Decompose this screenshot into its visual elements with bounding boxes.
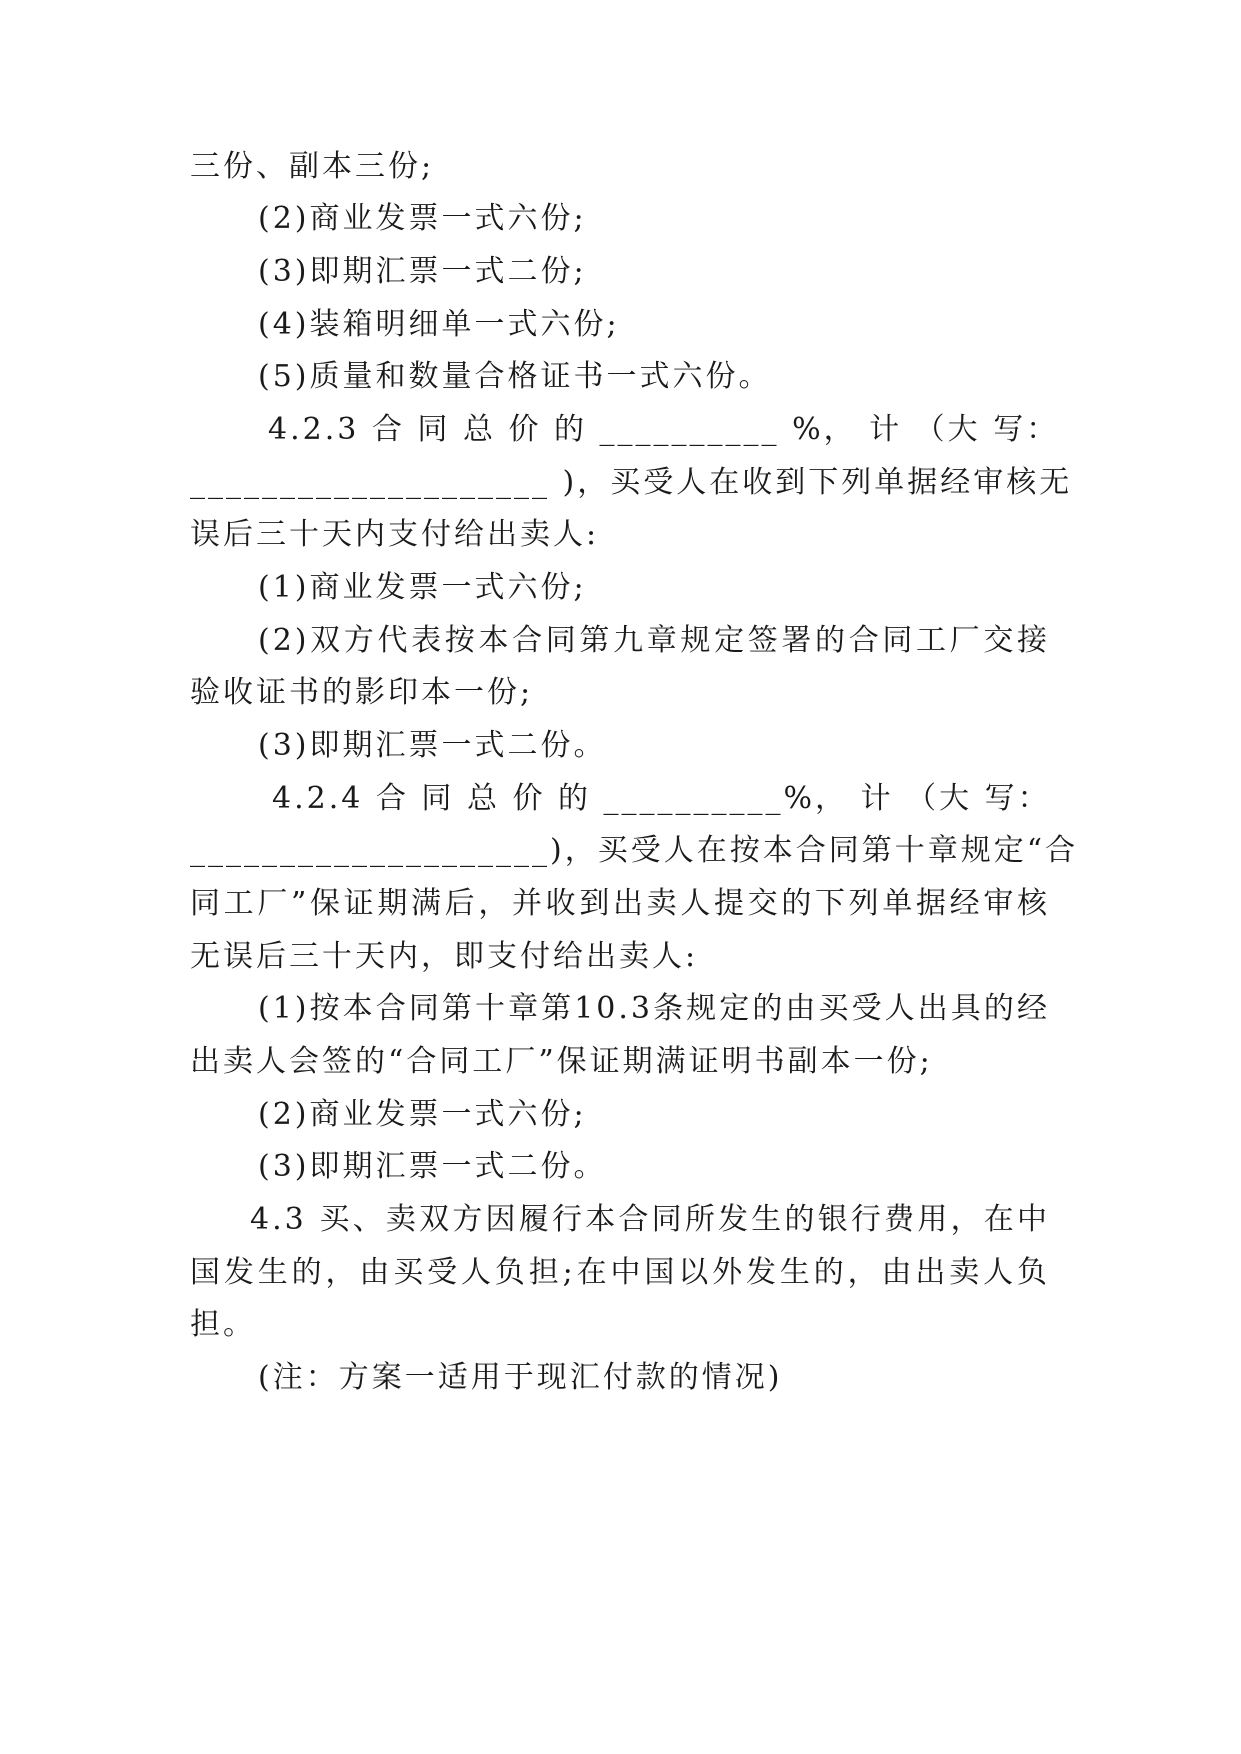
- text-line: (注：方案一适用于现汇付款的情况): [258, 1360, 783, 1395]
- text-line: 三份、副本三份;: [190, 149, 435, 184]
- text-line: 4.3 买、卖双方因履行本合同所发生的银行费用，在中: [250, 1202, 1050, 1237]
- text-line: ____________________ )，买受人在收到下列单据经审核无: [190, 465, 1073, 500]
- text-line: (2)双方代表按本合同第九章规定签署的合同工厂交接: [258, 623, 1050, 658]
- text-line: (1)商业发票一式六份;: [258, 570, 587, 605]
- text-line: 误后三十天内支付给出卖人:: [190, 517, 600, 552]
- text-line: 出卖人会签的“合同工厂”保证期满证明书副本一份;: [190, 1044, 933, 1079]
- text-line: (4)装箱明细单一式六份;: [258, 307, 620, 342]
- text-line: (2)商业发票一式六份;: [258, 201, 587, 236]
- text-line: 担。: [190, 1307, 256, 1342]
- text-line: 4.2.3 合 同 总 价 的 __________ %， 计 （大 写：: [268, 412, 1060, 447]
- text-line: (1)按本合同第十章第10.3条规定的由买受人出具的经: [258, 991, 1050, 1026]
- text-line: (3)即期汇票一式二份。: [258, 728, 607, 763]
- text-line: (3)即期汇票一式二份;: [258, 254, 587, 289]
- text-line: (5)质量和数量合格证书一式六份。: [258, 359, 772, 394]
- text-line: 4.2.4 合 同 总 价 的 __________%， 计 （大 写：: [272, 781, 1051, 816]
- text-line: 验收证书的影印本一份;: [190, 675, 534, 710]
- text-line: 无误后三十天内，即支付给出卖人:: [190, 939, 699, 974]
- text-line: 同工厂”保证期满后，并收到出卖人提交的下列单据经审核: [190, 886, 1050, 921]
- text-line: (3)即期汇票一式二份。: [258, 1149, 607, 1184]
- text-line: 国发生的，由买受人负担;在中国以外发生的，由出卖人负: [190, 1255, 1050, 1290]
- text-line: (2)商业发票一式六份;: [258, 1097, 587, 1132]
- text-line: ____________________)，买受人在按本合同第十章规定“合: [190, 833, 1079, 868]
